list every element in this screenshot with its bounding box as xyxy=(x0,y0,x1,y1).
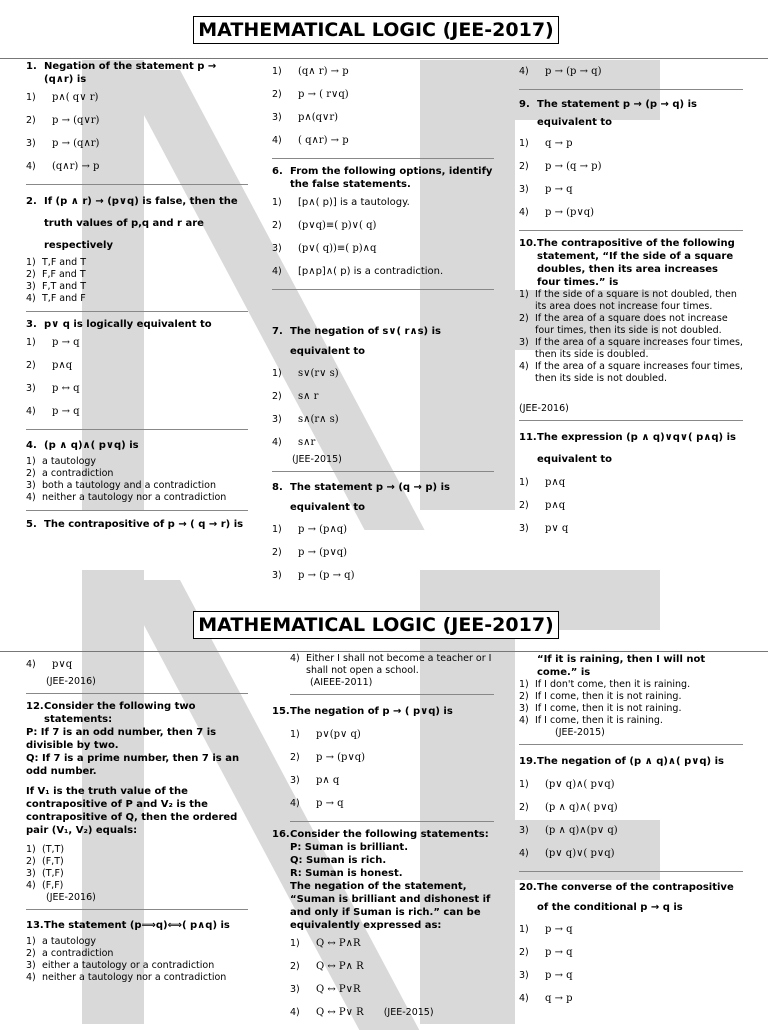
option: If the area of a square increases four times, then its side is not doubled. xyxy=(535,361,743,384)
question-12: 12. Consider the following two statements: P: If 7 is an odd number, then 7 is divisible by two. Q: If 7 is a prime number, then 7 is an odd number. If V₁ is the truth value of the contrapositive of P and V₂ is the contrapositive of Q, then the ordered pair (V₁, V₂) equals: 1) (T,T) 2) (F,T) 3) (T,F) 4) (F,F) (JEE-2016) xyxy=(26,700,248,903)
option: (p ∧ q)∧(p∨ q) xyxy=(545,825,618,836)
option: a tautology xyxy=(42,456,97,467)
question-4: 4. (p ∧ q)∧( p∨q) is 1) a tautology 2) a contradiction 3) both a tautology and a contradiction 4) neither a tautology nor a contradiction xyxy=(26,436,248,504)
option: (F,T) xyxy=(42,856,64,867)
option: p∨ q xyxy=(545,523,569,534)
question-6: 6. From the following options, identify the false statements. 1) [p∧( p)] is a tautology. 2) (p∨q)≡( p)∨( q) 3) (p∨( q))≡( p)∧q 4) [p∧p]∧( p) is a contradiction. xyxy=(272,165,494,283)
question-number: 4. xyxy=(26,440,37,451)
column-1: 4) p∨q (JEE-2016) 12. Consider the following two statements: P: If 7 is an odd number, then 7 is divisible by two. Q: If 7 is a prime number, then 7 is an odd number. If V₁ is the truth value of the contrapositive of P and V₂ is the contrapositive of Q, then the ordered pair (V₁, V₂) equals: 1) (T,T) 2) (F,T) 3) (T,F) 4) (F,F) (JEE-2016) 13. The statement (p⟹q)⟺( p∧q) is 1) a tautology 2) a contradiction 3) either a tautology or a contradiction 4) neither a tautology nor a contradiction xyxy=(26,653,248,984)
option: p → ( r∨q) xyxy=(298,89,349,100)
question-5-options: 1) (q∧ r) → p 2) p → ( r∨q) 3) p∧(q∨r) 4) ( q∧r) → p xyxy=(272,60,494,152)
option: If the area of a square increases four times, then its side is doubled. xyxy=(535,337,743,360)
question-number: 3. xyxy=(26,319,37,330)
option: If I come, then it is not raining. xyxy=(535,703,682,714)
question-text: Negation of the statement p → (q∧r) is xyxy=(44,61,217,85)
option: If I come, then it is not raining. xyxy=(535,691,682,702)
divider xyxy=(519,89,743,90)
option: (p∨ q)∨( p∨q) xyxy=(545,848,615,859)
option: s∧r xyxy=(298,437,316,448)
column-3: 4) p → (p → q) 9. The statement p → (p → q) is equivalent to 1) q → p 2) p → (q → p) 3) p → q 4) p → (p∨q) 10. The contrapositive of the following statement, “If the side of a square doubles, then its area increases four times.” is 1) If the side of a square is not doubled, then its area does not increase four times. 2) If the area of a square does not increase four times, then its side is not doubled. 3) If the area of a square increases four times, then its side is doubled. 4) If the area of a square increases four times, then its side is not doubled. (JEE-2016) 11. The expression (p ∧ q)∨q∨( p∧q) is equivalent to 1) p∧q 2) p∧q 3) p∨ q xyxy=(519,60,743,540)
question-text: The negation of s∨( r∧s) is equivalent to xyxy=(290,326,441,357)
column-1 xyxy=(26,60,248,533)
option: (T,F) xyxy=(42,868,64,879)
page-title: MATHEMATICAL LOGIC (JEE-2017) xyxy=(193,611,559,639)
option: (q∧ r) → p xyxy=(298,66,349,77)
source-tag: (AIEEE-2011) xyxy=(310,677,373,688)
option: p∨q xyxy=(52,659,73,670)
question-8: 8. The statement p → (q → p) is equivalent to 1) p → (p∧q) 2) p → (p∨q) 3) p → (p → q) xyxy=(272,478,494,587)
column-3 xyxy=(519,653,743,1010)
option: (T,T) xyxy=(42,844,65,855)
option: p → q xyxy=(545,924,573,935)
option: p → q xyxy=(545,947,573,958)
option: p → (p∨q) xyxy=(545,207,595,218)
option: neither a tautology nor a contradiction xyxy=(42,492,227,503)
option: If the area of a square does not increase four times, then its side is not doubled. xyxy=(535,313,728,336)
option: p∨(p∨ q) xyxy=(316,729,361,740)
question-number: 7. xyxy=(272,326,283,337)
option: neither a tautology nor a contradiction xyxy=(42,972,227,983)
divider xyxy=(519,230,743,231)
question-text: From the following options, identify the false statements. xyxy=(290,166,493,190)
source-tag: (JEE-2015) xyxy=(292,454,342,465)
column-2 xyxy=(272,60,494,587)
question-number: 12. xyxy=(26,701,44,712)
option: q → p xyxy=(545,138,573,149)
question-number: 1. xyxy=(26,61,37,72)
question-11: 11. The expression (p ∧ q)∨q∨( p∧q) is equivalent to 1) p∧q 2) p∧q 3) p∨ q xyxy=(519,427,743,540)
question-number: 2. xyxy=(26,196,37,207)
option: Q ↔ P∧R xyxy=(316,938,361,949)
question-text: (p ∧ q)∧( p∨q) is xyxy=(44,440,139,451)
question-text: The statement p → (q → p) is equivalent to xyxy=(290,482,450,513)
question-text: Consider the following statements: xyxy=(290,829,489,840)
question-text: The statement (p⟹q)⟺( p∧q) is xyxy=(44,920,230,931)
question-text: Consider the following two statements: xyxy=(44,701,196,725)
question-13: 13. The statement (p⟹q)⟺( p∧q) is 1) a tautology 2) a contradiction 3) either a tautology or a contradiction 4) neither a tautology nor a contradiction xyxy=(26,916,248,984)
source-tag: (JEE-2015) xyxy=(383,1007,434,1018)
option: (p∨q)≡( p)∨( q) xyxy=(298,220,377,231)
option: If I come, then it is raining. xyxy=(535,715,663,726)
option: p → (q → p) xyxy=(545,161,602,172)
divider xyxy=(26,693,248,694)
statement-line: P: Suman is brilliant. xyxy=(290,842,409,853)
question-16: 16. Consider the following statements: P: Suman is brilliant. Q: Suman is rich. R: Suman is honest. The negation of the statement, “Suman is brilliant and dishonest if and only if Suman is rich.” can be equivalently expressed as: 1) Q ↔ P∧R 2) Q ↔ P∧ R 3) Q ↔ P∨R 4) Q ↔ P∨ R (JEE-2015) xyxy=(272,828,494,1024)
question-number: 9. xyxy=(519,99,530,110)
question-15: 15. The negation of p → ( p∨q) is 1) p∨(p∨ q) 2) p → (p∨q) 3) p∧ q 4) p → q xyxy=(272,701,494,815)
question-number: 5. xyxy=(26,519,37,530)
option: p∧q xyxy=(52,360,73,371)
question-number: 15. xyxy=(272,706,290,717)
question-9: 9. The statement p → (p → q) is equivalent to 1) q → p 2) p → (q → p) 3) p → q 4) p → (p∨q) xyxy=(519,96,743,224)
source-tag: (JEE-2016) xyxy=(46,676,96,687)
option: p → (q∧r) xyxy=(52,138,100,149)
option: p → (p∨q) xyxy=(316,752,366,763)
divider xyxy=(26,510,248,511)
option: p → q xyxy=(316,798,344,809)
option: Q ↔ P∧ R xyxy=(316,961,364,972)
page-title: MATHEMATICAL LOGIC (JEE-2017) xyxy=(193,16,559,44)
option: s∧ r xyxy=(298,391,319,402)
option: p → (p∨q) xyxy=(298,547,348,558)
option: T,F and F xyxy=(42,293,86,304)
question-text: The statement p → (p → q) is equivalent to xyxy=(537,99,697,128)
source-tag: (JEE-2015) xyxy=(555,727,605,738)
statement-line: If V₁ is the truth value of the contrapositive of P and V₂ is the contrapositive of Q, then the ordered pair (V₁, V₂) equals: xyxy=(26,786,238,836)
header-rule xyxy=(0,58,768,59)
option: T,F and T xyxy=(42,257,87,268)
option: p → q xyxy=(545,184,573,195)
option: a tautology xyxy=(42,936,97,947)
question-10: 10. The contrapositive of the following statement, “If the side of a square doubles, then its area increases four times.” is 1) If the side of a square is not doubled, then its area does not increase four times. 2) If the area of a square does not increase four times, then its side is not doubled. 3) If the area of a square increases four times, then its side is doubled. 4) If the area of a square increases four times, then its side is not doubled. (JEE-2016) xyxy=(519,238,743,414)
option: p∧ q xyxy=(316,775,340,786)
option: s∨(r∨ s) xyxy=(298,368,339,379)
divider xyxy=(519,871,743,872)
question-text: p∨ q is logically equivalent to xyxy=(44,319,212,330)
question-number: 10. xyxy=(519,238,537,249)
option: ( q∧r) → p xyxy=(298,135,349,146)
question-number: 11. xyxy=(519,432,537,443)
question-number: 16. xyxy=(272,829,290,840)
question-1: 1. Negation of the statement p → (q∧r) is 1) p∧( q∨ r) 2) p → (q∨r) 3) p → (q∧r) 4) (q∧r) → p xyxy=(26,60,248,178)
page-2 xyxy=(0,597,768,1024)
option: [p∧( p)] is a tautology. xyxy=(298,197,410,208)
divider xyxy=(26,909,248,910)
question-text: The converse of the contrapositive of the conditional p → q is xyxy=(537,882,734,913)
option: p → q xyxy=(52,406,80,417)
option: p → q xyxy=(545,970,573,981)
source-tag: (JEE-2016) xyxy=(46,892,96,903)
option: p∧q xyxy=(545,477,566,488)
option: p → (p → q) xyxy=(298,570,355,581)
question-text: The negation of (p ∧ q)∧( p∨q) is xyxy=(537,756,724,767)
question-18-cont: “If it is raining, then I will not come.” is 1) If I don't come, then it is raining. 2) If I come, then it is not raining. 3) If I come, then it is not raining. 4) If I come, then it is raining. (JEE-2015) xyxy=(519,653,743,738)
option: F,T and T xyxy=(42,281,87,292)
divider xyxy=(272,158,494,159)
question-number: 13. xyxy=(26,920,44,931)
option: (p ∧ q)∧( p∨q) xyxy=(545,802,618,813)
option: (q∧r) → p xyxy=(52,161,100,172)
option: (p∨( q))≡( p)∧q xyxy=(298,243,377,254)
option: Either I shall not become a teacher or I shall not open a school. xyxy=(306,653,492,676)
option: q → p xyxy=(545,993,573,1004)
divider xyxy=(519,420,743,421)
statement-line: R: Suman is honest. xyxy=(290,868,403,879)
option: [p∧p]∧( p) is a contradiction. xyxy=(298,266,444,277)
option: p∧( q∨ r) xyxy=(52,92,99,103)
question-text: “If it is raining, then I will not come.” is xyxy=(537,654,706,678)
option: both a tautology and a contradiction xyxy=(42,480,217,491)
divider xyxy=(290,694,494,695)
question-number: 20. xyxy=(519,882,537,893)
question-text: The contrapositive of p → ( q → r) is xyxy=(44,519,244,530)
question-number: 19. xyxy=(519,756,537,767)
question-number: 6. xyxy=(272,166,283,177)
question-text: The expression (p ∧ q)∨q∨( p∧q) is equivalent to xyxy=(537,432,736,465)
divider xyxy=(26,311,248,312)
divider xyxy=(519,744,743,745)
question-2: 2. If (p ∧ r) → (p∨q) is false, then the truth values of p,q and r are respectively 1) T,F and T 2) F,F and T 3) F,T and T 4) T,F and F xyxy=(26,191,248,305)
option: If the side of a square is not doubled, then its area does not increase four times. xyxy=(535,289,737,312)
question-3: 3. p∨ q is logically equivalent to 1) p → q 2) p∧q 3) p ↔ q 4) p → q xyxy=(26,318,248,423)
question-text: The negation of p → ( p∨q) is xyxy=(290,706,453,717)
option: a contradiction xyxy=(42,948,114,959)
question-text: If (p ∧ r) → (p∨q) is false, then the truth values of p,q and r are respectively xyxy=(44,196,238,251)
source-tag: (JEE-2016) xyxy=(519,403,569,414)
option: If I don't come, then it is raining. xyxy=(535,679,691,690)
divider xyxy=(290,821,494,822)
option: (F,F) xyxy=(42,880,64,891)
divider xyxy=(26,429,248,430)
question-7: 7. The negation of s∨( r∧s) is equivalent to 1) s∨(r∨ s) 2) s∧ r 3) s∧(r∧ s) 4) s∧r (JEE-2015) xyxy=(272,322,494,465)
header-rule xyxy=(0,651,768,652)
option: p∧(q∨r) xyxy=(298,112,339,123)
question-19: 19. The negation of (p ∧ q)∧( p∨q) is 1) (p∨ q)∧( p∨q) 2) (p ∧ q)∧( p∨q) 3) (p ∧ q)∧(p∨ q) 4) (p∨ q)∨( p∨q) xyxy=(519,751,743,865)
option: p ↔ q xyxy=(52,383,80,394)
option: p → (p → q) xyxy=(545,66,602,77)
option: F,F and T xyxy=(42,269,86,280)
statement-line: Q: Suman is rich. xyxy=(290,855,387,866)
option: Q ↔ P∨R xyxy=(316,984,361,995)
option: p → q xyxy=(52,337,80,348)
option: Q ↔ P∨ R xyxy=(316,1007,364,1018)
option: p → (p∧q) xyxy=(298,524,348,535)
option: a contradiction xyxy=(42,468,114,479)
option: p → (q∨r) xyxy=(52,115,100,126)
option: s∧(r∧ s) xyxy=(298,414,339,425)
option: (p∨ q)∧( p∨q) xyxy=(545,779,615,790)
statement-line: Q: If 7 is a prime number, then 7 is an odd number. xyxy=(26,753,240,777)
question-20: 20. The converse of the contrapositive of the conditional p → q is 1) p → q 2) p → q 3) p → q 4) q → p xyxy=(519,878,743,1010)
question-number: 8. xyxy=(272,482,283,493)
statement-line: The negation of the statement, “Suman is brilliant and dishonest if and only if Suman is rich.” can be equivalently expressed as: xyxy=(290,881,491,931)
question-text: The contrapositive of the following statement, “If the side of a square doubles, then its area increases four times.” is xyxy=(537,238,735,288)
option: p∧q xyxy=(545,500,566,511)
divider xyxy=(272,289,494,290)
divider xyxy=(26,184,248,185)
column-2: 4) Either I shall not become a teacher or I shall not open a school. (AIEEE-2011) 15. The negation of p → ( p∨q) is 1) p∨(p∨ q) 2) p → (p∨q) 3) p∧ q 4) p → q 16. Consider the following statements: P: Suman is brilliant. Q: Suman is rich. R: Suman is honest. The negation of the statement, “Suman is brilliant and dishonest if and only if Suman is rich.” can be equivalently expressed as: 1) Q ↔ P∧R 2) Q ↔ P∧ R 3) Q ↔ P∨R 4) Q ↔ P∨ R (JEE-2015) xyxy=(290,653,494,1024)
divider xyxy=(272,471,494,472)
option: either a tautology or a contradiction xyxy=(42,960,215,971)
question-5 xyxy=(26,517,248,533)
statement-line: P: If 7 is an odd number, then 7 is divisible by two. xyxy=(26,727,217,751)
